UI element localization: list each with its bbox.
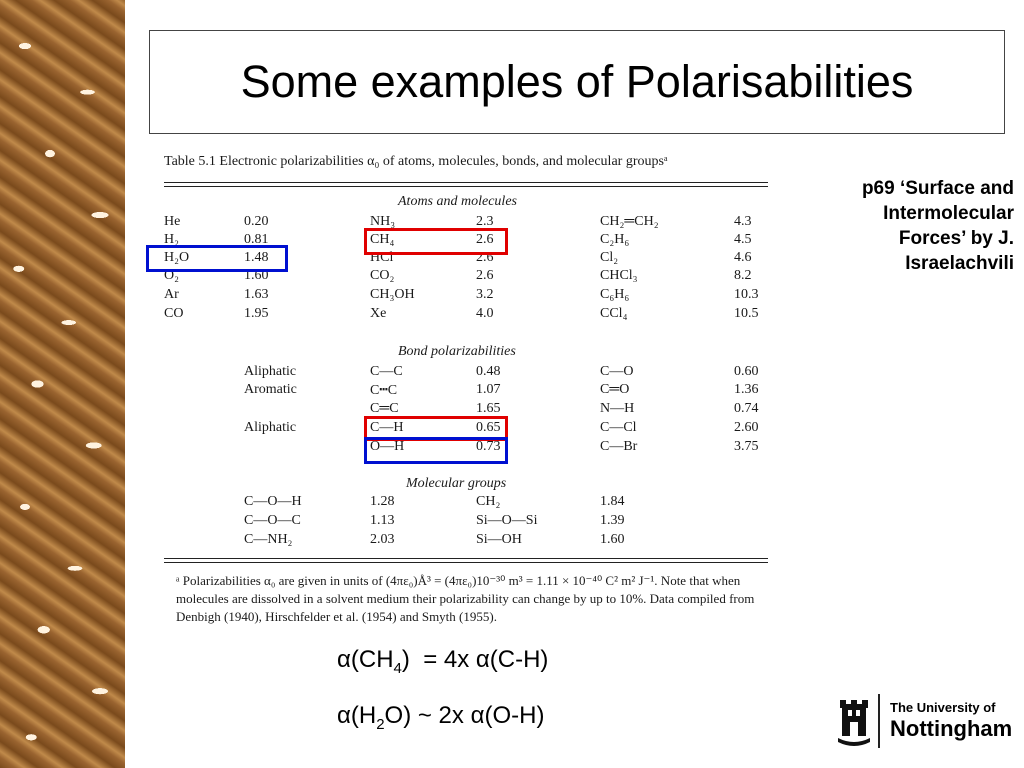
table-cell: Aromatic <box>244 382 297 397</box>
title-box <box>149 30 1005 134</box>
table-cell: CH₂═CH₂ <box>600 214 659 229</box>
table-cell: 0.20 <box>244 214 269 229</box>
table-rule-bottom <box>164 558 768 559</box>
table-cell: 4.5 <box>734 232 752 247</box>
table-cell: 0.48 <box>476 364 501 379</box>
decorative-texture-strip <box>0 0 125 768</box>
table-cell: C—Br <box>600 439 638 454</box>
section-heading-groups: Molecular groups <box>406 476 507 491</box>
castle-crest-icon <box>834 698 874 748</box>
table-cell: H₂ <box>164 232 179 247</box>
table-cell: NH₃ <box>370 214 396 229</box>
table-cell: 2.60 <box>734 420 759 435</box>
table-cell: 1.60 <box>600 532 625 547</box>
table-cell: C—H <box>370 420 404 435</box>
section-heading-atoms: Atoms and molecules <box>398 194 517 209</box>
table-cell: 1.28 <box>370 494 395 509</box>
table-cell: C—C <box>370 364 403 379</box>
highlight-o-h-bond <box>364 437 508 464</box>
section-heading-bonds: Bond polarizabilities <box>398 344 516 359</box>
formula-text: O) ~ 2x <box>384 702 471 729</box>
table-cell: 1.48 <box>244 250 269 265</box>
table-cell: HCl <box>370 250 394 265</box>
table-cell: 1.60 <box>244 268 269 283</box>
table-cell: C—Cl <box>600 420 637 435</box>
table-cell: Aliphatic <box>244 420 297 435</box>
reference-line: Israelachvili <box>905 253 1014 274</box>
table-cell: C—O—H <box>244 494 302 509</box>
table-cell: H₂O <box>164 250 190 265</box>
table-rule-top-2 <box>164 186 768 187</box>
formula-subscript: 2 <box>376 715 385 733</box>
table-cell: 0.73 <box>476 439 501 454</box>
table-cell: 1.13 <box>370 513 395 528</box>
table-cell: Ar <box>164 287 179 302</box>
table-cell: 1.36 <box>734 382 759 397</box>
table-cell: 2.6 <box>476 250 494 265</box>
table-cell: Cl₂ <box>600 250 619 265</box>
table-cell: 10.3 <box>734 287 759 302</box>
table-cell: Aliphatic <box>244 364 297 379</box>
table-cell: C—O <box>600 364 634 379</box>
formula-subscript: 4 <box>393 659 402 677</box>
table-cell: 10.5 <box>734 306 759 321</box>
reference-line: Forces’ by J. <box>898 228 1014 249</box>
table-cell: 2.3 <box>476 214 494 229</box>
logo-text-line2: Nottingham <box>890 716 1013 741</box>
table-cell: O₂ <box>164 268 179 283</box>
table-cell: 1.39 <box>600 513 625 528</box>
table-cell: 4.6 <box>734 250 752 265</box>
book-reference <box>804 176 1014 276</box>
table-cell: He <box>164 214 181 229</box>
table-cell: 0.65 <box>476 420 501 435</box>
table-cell: C┅C <box>370 383 398 398</box>
table-cell: C—O—C <box>244 513 301 528</box>
table-cell: 2.03 <box>370 532 395 547</box>
alpha-symbol: α <box>337 702 351 729</box>
alpha-symbol: α <box>470 702 485 729</box>
table-cell: N—H <box>600 401 635 416</box>
formula-h2o <box>337 702 544 733</box>
table-cell: 0.74 <box>734 401 759 416</box>
table-cell: 1.84 <box>600 494 625 509</box>
table-cell: O—H <box>370 439 405 454</box>
table-cell: CH₄ <box>370 232 395 247</box>
table-cell: C₆H₆ <box>600 287 630 302</box>
formula-text: (C-H) <box>489 646 549 673</box>
alpha-symbol: α <box>337 646 351 673</box>
formula-text: (O-H) <box>484 702 545 729</box>
table-cell: 0.60 <box>734 364 759 379</box>
formula-text: ) = 4x <box>401 646 476 673</box>
university-logo <box>832 694 1012 750</box>
table-rule-top <box>164 182 768 183</box>
table-cell: 4.0 <box>476 306 494 321</box>
table-cell: 2.6 <box>476 232 494 247</box>
table-cell: CO <box>164 306 184 321</box>
table-cell: 0.81 <box>244 232 269 247</box>
table-cell: C═C <box>370 401 399 416</box>
table-cell: CHCl₃ <box>600 268 638 283</box>
table-cell: 3.2 <box>476 287 494 302</box>
highlight-h2o <box>146 245 288 272</box>
reference-line: Intermolecular <box>883 203 1014 224</box>
table-cell: 4.3 <box>734 214 752 229</box>
table-caption: Table 5.1 Electronic polarizabilities α₀ of atoms, molecules, bonds, and molecular groupsᵃ <box>164 154 668 169</box>
table-rule-bottom-2 <box>164 562 768 563</box>
table-cell: 1.07 <box>476 382 501 397</box>
formula-text: (CH <box>350 646 394 673</box>
table-cell: C₂H₆ <box>600 232 630 247</box>
table-cell: 2.6 <box>476 268 494 283</box>
alpha-symbol: α <box>475 646 490 673</box>
table-cell: CH₃OH <box>370 287 415 302</box>
table-cell: 1.65 <box>476 401 501 416</box>
table-cell: CO₂ <box>370 268 395 283</box>
table-cell: C—NH₂ <box>244 532 293 547</box>
table-cell: Xe <box>370 306 387 321</box>
table-cell: 1.63 <box>244 287 269 302</box>
logo-text-line1: The University of <box>890 700 996 715</box>
highlight-ch4 <box>364 228 508 255</box>
reference-line: p69 ‘Surface and <box>861 178 1014 199</box>
table-cell: 8.2 <box>734 268 752 283</box>
polarizability-table <box>158 150 770 628</box>
logo-divider <box>878 694 880 748</box>
table-cell: Si—O—Si <box>476 513 538 528</box>
table-cell: C═O <box>600 382 630 397</box>
slide-title: Some examples of Polarisabilities <box>240 56 914 107</box>
formula-ch4 <box>337 646 548 677</box>
table-cell: CH₂ <box>476 494 501 509</box>
formula-text: (H <box>350 702 377 729</box>
table-cell: 1.95 <box>244 306 269 321</box>
table-cell: CCl₄ <box>600 306 628 321</box>
table-footnote: ᵃ Polarizabilities α₀ are given in units of (4πε₀)Å³ = (4πε₀)10⁻³⁰ m³ = 1.11 × 10⁻⁴⁰ C² m² J⁻¹. Note that when molecules are dissolved in a solvent medium their polarizability can change by up to 10%. Data compiled from Denbigh (1940), Hirschfelder et al. (1954) and Smyth (1955). <box>176 573 755 624</box>
table-cell: Si—OH <box>476 532 522 547</box>
table-cell: 3.75 <box>734 439 759 454</box>
